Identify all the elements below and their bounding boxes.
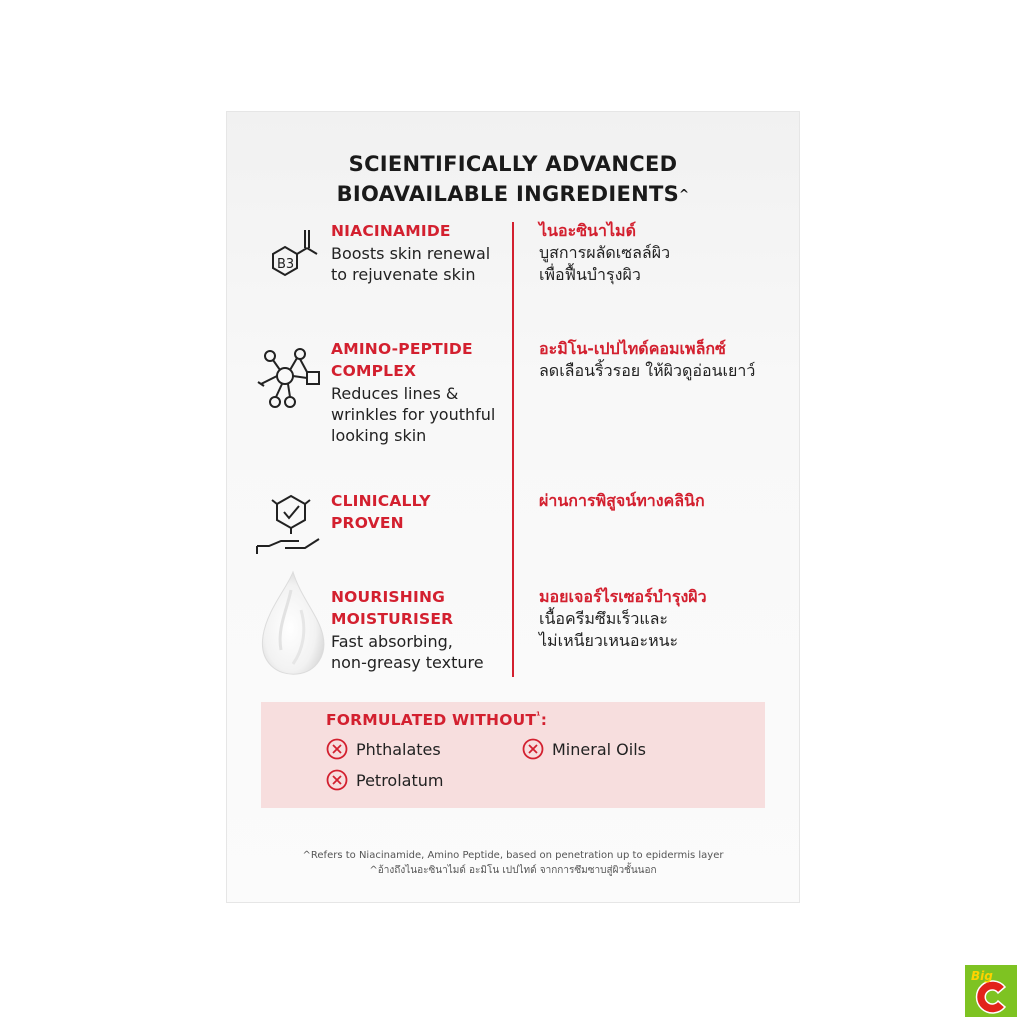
cream-swirl-icon <box>257 570 327 682</box>
ingredient-heading: AMINO-PEPTIDE COMPLEX <box>331 340 473 380</box>
logo-wordmark: Big <box>971 969 993 983</box>
footnote-english: ^Refers to Niacinamide, Amino Peptide, based on penetration up to epidermis layer <box>302 850 724 861</box>
ingredient-thai-heading: อะมิโน-เปปไทด์คอมเพล็กซ์ <box>539 339 726 358</box>
svg-text:B3: B3 <box>277 257 295 272</box>
big-c-logo <box>965 965 1017 1017</box>
ingredient-thai-heading: ผ่านการพิสูจน์ทางคลินิก <box>539 491 705 510</box>
ingredient-english <box>331 338 511 446</box>
column-divider <box>512 222 514 677</box>
peptide-network-icon <box>255 344 325 414</box>
title-caret-mark: ^ <box>679 187 690 201</box>
logo-letter: C <box>999 979 1000 980</box>
ingredient-thai <box>539 220 799 286</box>
ingredient-description: Boosts skin renewal to rejuvenate skin <box>331 244 491 284</box>
ingredient-english <box>331 586 511 673</box>
excluded-item-mineral-oils: Mineral Oils <box>522 738 646 760</box>
ingredient-thai <box>539 586 799 652</box>
ingredient-heading: NIACINAMIDE <box>331 222 451 240</box>
ingredient-thai-description: ลดเลือนริ้วรอย ให้ผิวดูอ่อนเยาว์ <box>539 361 756 380</box>
title-line-2: BIOAVAILABLE INGREDIENTS^ <box>336 182 690 206</box>
hand-check-hexagon-icon <box>255 492 323 562</box>
ingredient-english <box>331 490 511 534</box>
title-line-1: SCIENTIFICALLY ADVANCED <box>348 152 678 176</box>
ingredient-thai-heading: มอยเจอร์ไรเซอร์บำรุงผิว <box>539 587 707 606</box>
ingredient-english <box>331 220 511 285</box>
ingredient-thai <box>539 490 799 512</box>
excluded-item-petrolatum: Petrolatum <box>326 769 443 791</box>
ingredient-description: Fast absorbing, non-greasy texture <box>331 632 484 672</box>
circle-x-icon <box>326 738 348 760</box>
ingredient-thai-heading: ไนอะซินาไมด์ <box>539 221 636 240</box>
formulated-without-title: FORMULATED $WITHOUT^{^1}$: <box>326 711 548 730</box>
ingredient-thai-description: เนื้อครีมซึมเร็วและ ไม่เหนียวเหนอะหนะ <box>539 609 679 650</box>
product-info-card <box>227 112 799 902</box>
ingredient-description: Reduces lines & wrinkles for youthful looking skin <box>331 384 496 445</box>
page-title <box>227 149 799 209</box>
ingredient-thai-description: บูสการผลัดเซลล์ผิว เพื่อฟื้นบำรุงผิว <box>539 243 671 284</box>
footnote-thai: ^อ้างถึงไนอะซินาไมด์ อะมิโน เปปไทด์ จากการซึมซาบสู่ผิวชั้นนอก <box>369 865 657 876</box>
ingredient-thai <box>539 338 799 382</box>
formulated-without-panel <box>261 702 765 808</box>
footnotes <box>227 848 799 878</box>
excluded-item-phthalates: Phthalates <box>326 738 441 760</box>
b3-molecule-icon <box>255 226 321 286</box>
circle-x-icon <box>326 769 348 791</box>
circle-x-icon <box>522 738 544 760</box>
ingredient-heading: NOURISHING MOISTURISER <box>331 588 454 628</box>
ingredient-heading: CLINICALLY PROVEN <box>331 492 431 532</box>
